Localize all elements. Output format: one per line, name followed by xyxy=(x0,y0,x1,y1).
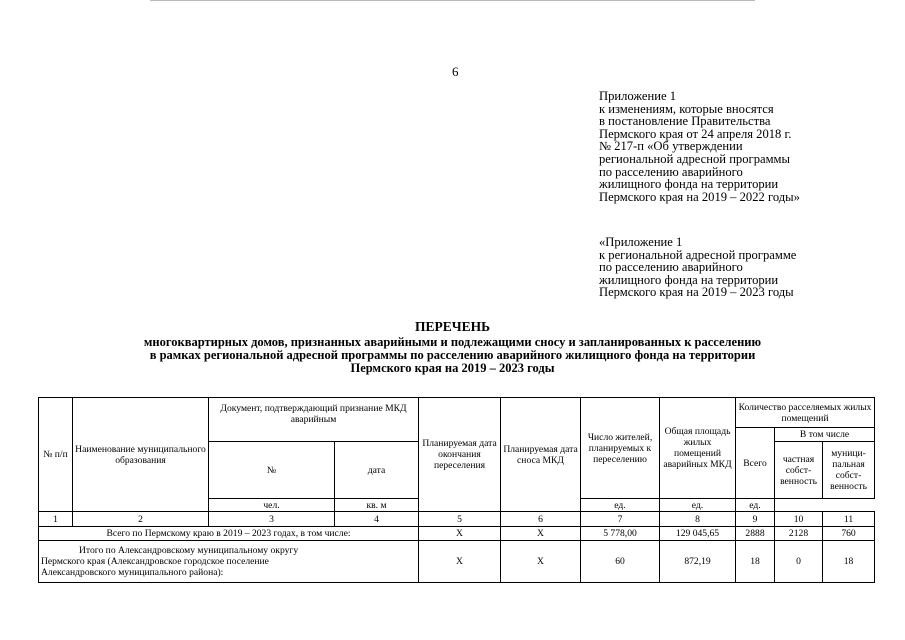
units-total: ед. xyxy=(581,499,660,512)
table-row xyxy=(39,527,875,541)
cell-area: 872,19 xyxy=(660,541,736,583)
document-subtitle xyxy=(0,336,905,374)
cell-residents: 5 778,00 xyxy=(581,527,660,541)
cell-private: 2128 xyxy=(775,527,823,541)
column-number: 11 xyxy=(823,512,875,527)
column-number: 4 xyxy=(335,512,419,527)
page-number: 6 xyxy=(452,64,459,79)
units-private: ед. xyxy=(660,499,736,512)
appendix-1-line: Пермского края от 24 апреля 2018 г. xyxy=(599,126,792,141)
appendix-2-block xyxy=(599,236,796,299)
appendix-2-line: к региональной адресной программе xyxy=(599,247,797,262)
header-total: Всего xyxy=(736,428,775,499)
subtitle-line: многоквартирных домов, признанных аварийными и подлежащими сносу и запланированных к расселению xyxy=(143,335,762,349)
cell-total: 18 xyxy=(736,541,775,583)
appendix-1-line: региональной адресной программы xyxy=(599,151,790,166)
cell-total: 2888 xyxy=(736,527,775,541)
header-including: В том числе xyxy=(775,428,875,442)
cell-municipal: 760 xyxy=(823,527,875,541)
row-label xyxy=(39,541,419,583)
appendix-1-line: по расселению аварийного xyxy=(599,164,743,179)
row-label-line: Александровского муниципального района): xyxy=(41,567,224,578)
units-municipal: ед. xyxy=(736,499,775,512)
appendix-1-line: № 217-п «Об утверждении xyxy=(599,139,743,154)
appendix-2-line: по расселению аварийного xyxy=(599,260,743,275)
cell-planned-resettlement-end: X xyxy=(419,527,501,541)
units-area: кв. м xyxy=(335,499,419,512)
header-area: Общая площадь жилых помещений аварийных МКД xyxy=(660,398,736,499)
row-label: Всего по Пермскому краю в 2019 – 2023 годах, в том числе: xyxy=(39,527,419,541)
resettlement-table xyxy=(38,397,875,583)
cell-planned-resettlement-end: X xyxy=(419,541,501,583)
appendix-1-block xyxy=(599,90,800,203)
appendix-1-line: в постановление Правительства xyxy=(599,114,771,129)
header-doc-number: № xyxy=(209,442,335,499)
appendix-2-line: жилищного фонда на территории xyxy=(599,272,779,287)
row-label-line: Пермского края (Александровское городское поселение xyxy=(41,556,269,567)
column-number: 10 xyxy=(775,512,823,527)
header-document: Документ, подтверждающий признание МКД аварийным xyxy=(209,398,419,442)
appendix-1-line: к изменениям, которые вносятся xyxy=(599,101,774,116)
column-number: 8 xyxy=(660,512,736,527)
column-number: 6 xyxy=(501,512,581,527)
column-number: 7 xyxy=(581,512,660,527)
column-number: 9 xyxy=(736,512,775,527)
cell-area: 129 045,65 xyxy=(660,527,736,541)
appendix-2-line: «Приложение 1 xyxy=(599,235,683,249)
table-row xyxy=(39,541,875,583)
subtitle-line: Пермского края на 2019 – 2023 годы xyxy=(350,360,555,375)
column-number: 1 xyxy=(39,512,73,527)
units-residents: чел. xyxy=(209,499,335,512)
appendix-1-line: Приложение 1 xyxy=(599,89,677,103)
column-number: 5 xyxy=(419,512,501,527)
column-number: 2 xyxy=(73,512,209,527)
header-private: частная собст- венность xyxy=(775,442,823,499)
appendix-1-line: Пермского края на 2019 – 2022 годы» xyxy=(599,189,800,204)
header-planned-demolition: Планируемая дата сноса МКД xyxy=(501,398,581,512)
header-municipal: муници- пальная собст- венность xyxy=(823,442,875,499)
header-num: № п/п xyxy=(39,398,73,512)
header-planned-resettlement-end: Планируемая дата окончания переселения xyxy=(419,398,501,512)
appendix-2-line: Пермского края на 2019 – 2023 годы xyxy=(599,285,794,300)
document-title: ПЕРЕЧЕНЬ xyxy=(414,319,491,334)
cell-municipal: 18 xyxy=(823,541,875,583)
cell-planned-demolition: X xyxy=(501,541,581,583)
header-doc-date: дата xyxy=(335,442,419,499)
row-label-line: Итого по Александровскому муниципальному округу xyxy=(79,545,299,556)
appendix-1-line: жилищного фонда на территории xyxy=(599,177,779,192)
cell-residents: 60 xyxy=(581,541,660,583)
column-number: 3 xyxy=(209,512,335,527)
cell-private: 0 xyxy=(775,541,823,583)
subtitle-line: в рамках региональной адресной программы по расселению аварийного жилищного фонда на территории xyxy=(149,347,756,362)
header-premises-count: Количество расселяемых жилых помещений xyxy=(736,398,875,428)
header-residents: Число жителей, планируемых к переселению xyxy=(581,398,660,499)
cell-planned-demolition: X xyxy=(501,527,581,541)
column-numbers-row xyxy=(39,512,875,527)
header-municipality: Наименование муниципального образования xyxy=(73,398,209,512)
page-top-edge xyxy=(150,0,755,1)
